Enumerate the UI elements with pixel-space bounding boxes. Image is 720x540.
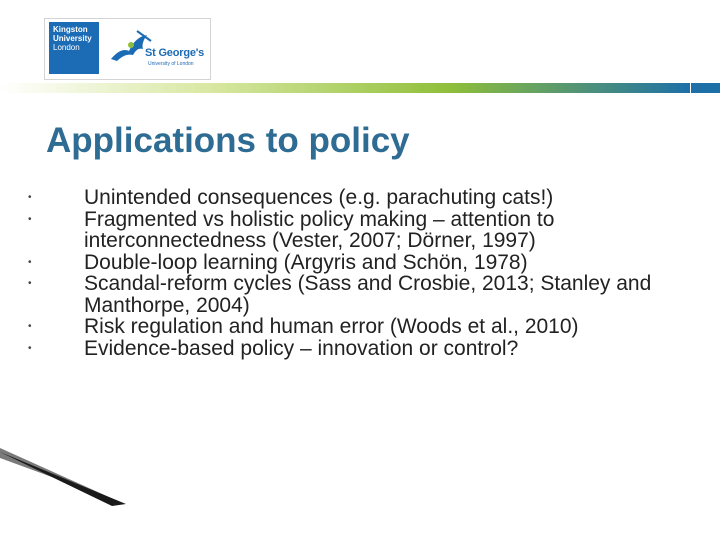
st-georges-logo-sub: University of London — [148, 61, 194, 67]
header-gradient-bar — [0, 83, 690, 93]
kingston-university-logo — [49, 22, 99, 74]
bullet-text: Scandal-reform cycles (Sass and Crosbie, 2013; Stanley and Manthorpe, 2004) — [84, 272, 652, 317]
bullet-item — [28, 187, 668, 209]
bullet-item — [28, 209, 668, 252]
bullet-item — [28, 273, 668, 316]
st-georges-logo-name: St George's — [145, 47, 205, 59]
bullet-dot-icon: • — [28, 342, 32, 354]
slide-title: Applications to policy — [46, 121, 410, 160]
bullet-text: Risk regulation and human error (Woods et al., 2010) — [84, 315, 579, 338]
kingston-logo-line2: University — [53, 34, 92, 43]
university-logos — [44, 18, 211, 80]
bullet-dot-icon: • — [28, 278, 32, 289]
kingston-logo-line3: London — [53, 43, 80, 52]
bullet-item — [28, 338, 668, 360]
bullet-dot-icon: • — [28, 321, 32, 332]
bullet-text: Evidence-based policy – innovation or control? — [84, 336, 519, 360]
bullet-dot-icon: • — [28, 213, 32, 225]
bullet-dot-icon: • — [28, 192, 32, 203]
bullet-item — [28, 316, 668, 338]
bullet-text: Unintended consequences (e.g. parachuting cats!) — [84, 186, 554, 209]
bullet-text: Fragmented vs holistic policy making – attention to interconnectedness (Vester, 2007; Dörner, 1997) — [84, 207, 555, 252]
kingston-logo-line1: Kingston — [53, 25, 88, 34]
bullet-text: Double-loop learning (Argyris and Schön, 1978) — [84, 250, 528, 274]
bullet-item — [28, 252, 668, 274]
decorative-swoosh — [0, 448, 720, 540]
bullet-dot-icon: • — [28, 256, 32, 268]
bullet-list — [28, 187, 668, 359]
header-bar-end-block — [691, 83, 720, 93]
